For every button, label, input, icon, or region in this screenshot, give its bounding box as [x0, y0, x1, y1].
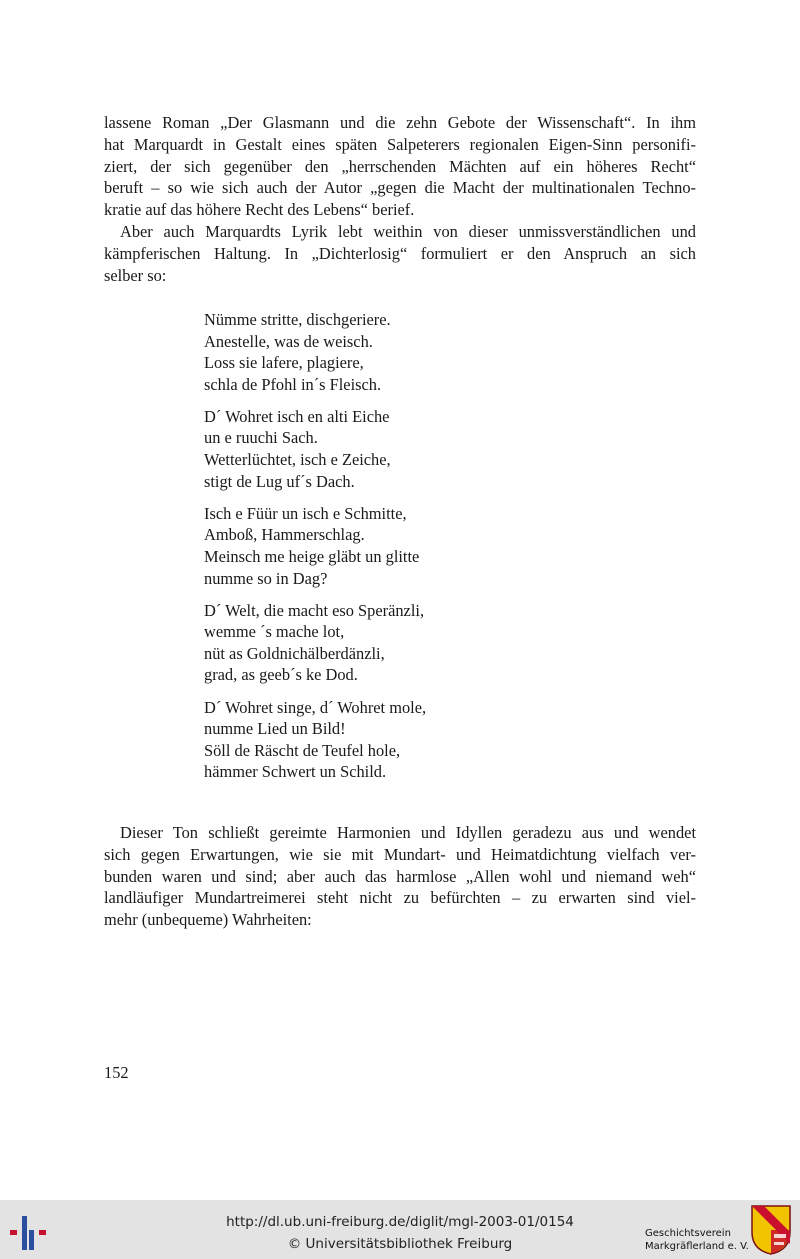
verse-line: schla de Pfohl in´s Fleisch. [204, 374, 382, 394]
text-line: Dieser Ton schließt gereimte Harmonien und Idyllen geradezu aus und wendet [120, 823, 696, 842]
poem-stanza-3 [204, 503, 426, 589]
poem-dichterlosig [204, 309, 426, 793]
text-line: bunden waren und sind; aber auch das harmlose „Allen wohl und niemand weh“ [104, 866, 696, 886]
paragraph-3 [104, 822, 696, 931]
text-line: mehr (unbequeme) Wahrheiten: [104, 910, 312, 930]
verse-line: Söll de Räscht de Teufel hole, [204, 740, 401, 760]
text-line: beruft – so wie sich auch der Autor „gegen die Macht der multinationalen Techno- [104, 178, 696, 198]
paragraph-2 [104, 221, 696, 286]
text-line: ziert, der sich gegenüber den „herrschenden Mächten auf ein höheres Recht“ [104, 156, 696, 176]
text-line: sich gegen Erwartungen, wie sie mit Mundart- und Heimatdichtung vielfach ver- [104, 844, 696, 864]
footer-bar [0, 1200, 800, 1259]
verse-line: D´ Wohret singe, d´ Wohret mole, [204, 697, 427, 717]
text-line: Aber auch Marquardts Lyrik lebt weithin von dieser unmissverständlichen und [120, 222, 696, 241]
text-line: hat Marquardt in Gestalt eines späten Salpeterers regionalen Eigen-Sinn personifi- [104, 134, 696, 154]
permalink-url[interactable]: http://dl.ub.uni-freiburg.de/diglit/mgl-2003-01/0154 [226, 1214, 574, 1230]
paragraph-1 [104, 112, 696, 221]
association-name-line: Geschichtsverein [645, 1228, 731, 1239]
verse-line: Wetterlüchtet, isch e Zeiche, [204, 450, 391, 470]
verse-line: numme Lied un Bild! [204, 719, 346, 739]
verse-line: un e ruuchi Sach. [204, 428, 318, 448]
verse-line: Meinsch me heige gläbt un glitte [204, 546, 420, 566]
text-line: selber so: [104, 265, 167, 285]
association-name [645, 1228, 749, 1253]
verse-line: Isch e Füür un isch e Schmitte, [204, 503, 407, 523]
verse-line: stigt de Lug uf´s Dach. [204, 471, 355, 491]
verse-line: D´ Wohret isch en alti Eiche [204, 406, 390, 426]
coat-of-arms-icon [750, 1204, 792, 1256]
verse-line: Anestelle, was de weisch. [204, 331, 373, 351]
verse-line: numme so in Dag? [204, 568, 328, 588]
copyright-notice: © Universitätsbibliothek Freiburg [287, 1236, 513, 1252]
poem-stanza-2 [204, 406, 426, 492]
text-line: landläufiger Mundartreimerei steht nicht zu befürchten – zu erwarten sind viel- [104, 888, 696, 908]
page-number: 152 [104, 1063, 129, 1082]
poem-stanza-1 [204, 309, 426, 395]
verse-line: Amboß, Hammerschlag. [204, 525, 365, 545]
verse-line: hämmer Schwert un Schild. [204, 762, 387, 782]
verse-line: nüt as Goldnichälberdänzli, [204, 643, 385, 663]
verse-line: Nümme stritte, dischgeriere. [204, 310, 391, 329]
verse-line: Loss sie lafere, plagiere, [204, 353, 364, 373]
verse-line: grad, as geeb´s ke Dod. [204, 665, 358, 685]
text-line: kratie auf das höhere Recht des Lebens“ berief. [104, 200, 415, 220]
association-name-line: Markgräflerland e. V. [645, 1240, 749, 1252]
text-line: kämpferischen Haltung. In „Dichterlosig“ formuliert er den Anspruch an sich [104, 243, 696, 263]
text-line: lassene Roman „Der Glasmann und die zehn Gebote der Wissenschaft“. In ihm [104, 113, 696, 132]
verse-line: wemme ´s mache lot, [204, 622, 345, 642]
verse-line: D´ Welt, die macht eso Speränzli, [204, 600, 425, 620]
poem-stanza-5 [204, 697, 426, 783]
poem-stanza-4 [204, 600, 426, 686]
